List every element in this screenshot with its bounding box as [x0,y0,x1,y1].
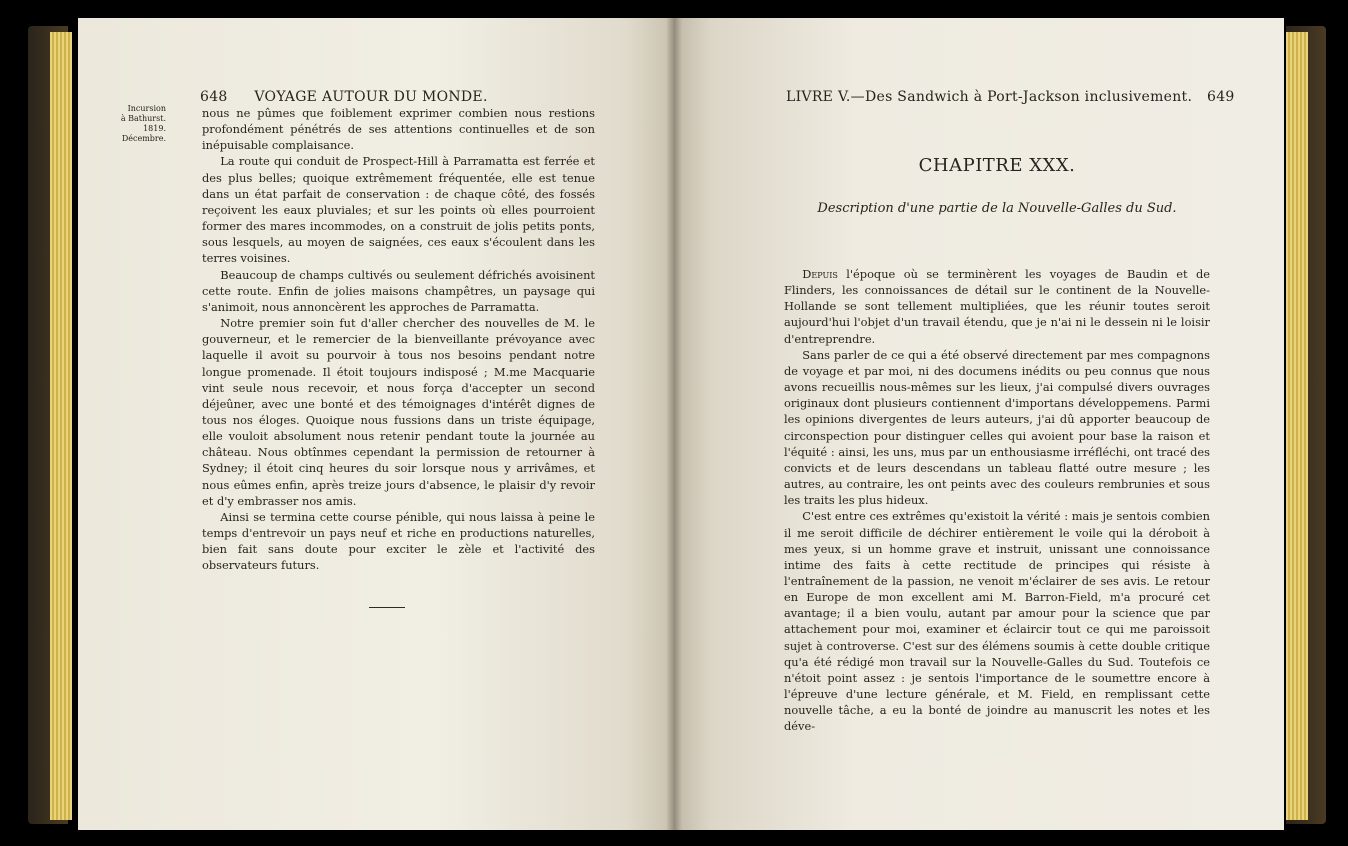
left-running-head [200,89,488,105]
right-page-number: 649 [1207,89,1235,105]
book-gutter [666,18,682,830]
chapter-subtitle: Description d'une partie de la Nouvelle-Galles du Sud. [817,201,1177,216]
paragraph: C'est entre ces extrêmes qu'existoit la vérité : mais je sentois combien il me seroit difficile de déchirer entièrement le voile qui la déroboit à mes yeux, si un homme grave et instruit, unissant une connoissance intime des faits à cette rectitude de principes qui résiste à l'entraînement de la passion, ne venoit m'éclairer de ses avis. Le retour en Europe de mon excellent ami M. Barron-Field, m'a procuré cet avantage; il a bien voulu, autant par amour pour la science que par attachement pour moi, examiner et éclaircir tout ce qui me paroissoit sujet à controverse. C'est sur des élémens soumis à cette double critique qu'a été rédigé mon travail sur la Nouvelle-Galles du Sud. Toutefois ce n'étoit point assez : je sentois l'importance de le soumettre encore à l'épreuve d'une lecture générale, et M. Field, en remplissant cette nouvelle tâche, a eu la bonté de joindre au manuscrit les notes et les déve- [784,509,1210,734]
paragraph: Beaucoup de champs cultivés ou seulement défrichés avoisinent cette route. Enfin de jolies maisons champêtres, un paysage qui s'animoit, nous annoncèrent les approches de Parramatta. [202,267,595,314]
paragraph [784,266,1210,347]
paragraph: nous ne pûmes que foiblement exprimer combien nous restions profondément pénétrés de ses attentions continuelles et de son inépuisable complaisance. [202,106,595,153]
left-page [78,18,674,830]
right-body-text [784,266,1210,735]
left-body-text [202,105,595,574]
left-running-title: VOYAGE AUTOUR DU MONDE. [254,89,488,105]
paragraph-rest: l'époque où se terminèrent les voyages de Baudin et de Flinders, les connoissances de détail sur le continent de la Nouvelle-Hollande se sont tellement multipliées, que les réunir toutes seroit aujourd'hui l'objet d'un travail étendu, que je n'ai ni le dessein ni le loisir d'entreprendre. [784,267,1210,346]
right-page [674,18,1284,830]
margin-note-line: à Bathurst. [120,114,166,123]
paragraph: Ainsi se termina cette course pénible, qui nous laissa à peine le temps d'entrevoir un pays neuf et riche en productions naturelles, bien fait sans doute pour exciter le zèle et l'activité des observateurs futurs. [202,509,595,573]
paragraph: La route qui conduit de Prospect-Hill à Parramatta est ferrée et des plus belles; quoique extrêmement fréquentée, elle est tenue dans un état parfait de conservation : de chaque côté, des fossés reçoivent les eaux pluviales; et sur les points où elles pourroient former des mares incommodes, on a construit de jolis petits ponts, sous lesquels, au moyen de saignées, ces eaux s'écoulent dans les terres voisines. [202,154,595,266]
page-edges-left [50,32,72,820]
margin-note-month: Décembre. [121,134,166,143]
opening-word: Depuis [802,267,838,281]
margin-note [112,104,166,144]
paragraph: Notre premier soin fut d'aller chercher des nouvelles de M. le gouverneur, et le remercier de la bienveillante prévoyance avec laquelle il avoit su pourvoir à tous nos besoins pendant notre longue promenade. Il étoit toujours indisposé ; M.me Macquarie vint seule nous recevoir, et nous força d'accepter un second déjeûner, avec une bonté et des témoignages d'intérêt dignes de tous nos éloges. Quoique nous fussions dans un triste équipage, elle vouloit absolument nous retenir pendant toute la journée au château. Nous obtînmes cependant la permission de retourner à Sydney; il étoit cinq heures du soir lorsque nous y arrivâmes, et nous eûmes enfin, après treize jours d'absence, le plaisir d'y revoir et d'y embrasser nos amis. [202,316,595,508]
left-page-number: 648 [200,89,228,105]
page-edges-right [1286,32,1308,820]
paragraph: Sans parler de ce qui a été observé directement par mes compagnons de voyage et par moi, ni des documens inédits ou peu connus que nous avons recueillis nous-mêmes sur les lieux, j'ai compulsé divers ouvrages originaux dont plusieurs contiennent d'importans développemens. Parmi les opinions divergentes de leurs auteurs, j'ai dû apporter beaucoup de circonspection pour distinguer celles qui avoient pour base la raison et l'équité : ainsi, les uns, mus par un enthousiasme irréfléchi, ont tracé des convicts et de leurs descendans un tableau flatté outre mesure ; les autres, au contraire, les ont peints avec des couleurs rembrunies et sous les traits les plus hideux. [784,347,1210,508]
margin-note-line: Incursion [127,104,166,113]
open-book [28,18,1326,830]
chapter-title: CHAPITRE XXX. [918,155,1076,176]
margin-note-year: 1819. [143,124,166,133]
right-running-head [786,89,1235,105]
right-running-title: LIVRE V.—Des Sandwich à Port-Jackson inclusivement. [786,89,1193,105]
end-rule [369,607,405,608]
